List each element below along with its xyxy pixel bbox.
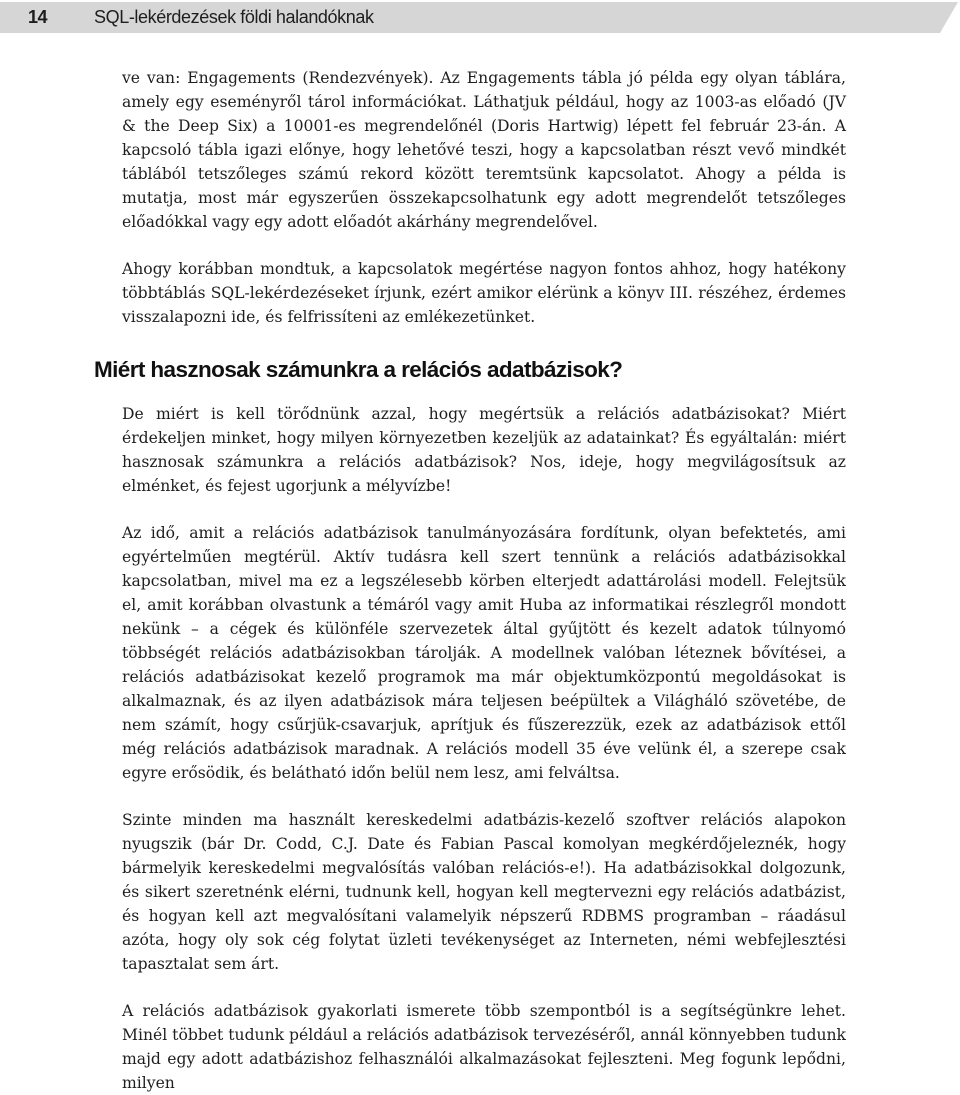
running-title: SQL-lekérdezések földi halandóknak [94,7,374,27]
body-paragraph: Az idő, amit a relációs adatbázisok tanulmányozására fordítunk, olyan befektetés, ami egyértelműen megtérül. Aktív tudásra kell szert tennünk a relációs adatbázisokkal kapcsolatban, mivel ma ez a legszélesebb körben elterjedt adattárolási modell. Felejtsük el, amit korábban olvastunk a témáról vagy amit Huba az informatikai részlegről mondott nekünk – a cégek és különféle szervezetek által gyűjtött és kezelt adatok túlnyomó többségét relációs adatbázisokban tárolják. A modellnek valóban léteznek bővítései, a relációs adatbázisokat kezelő programok ma már objektumközpontú megoldásokat is alkalmaznak, és az ilyen adatbázisok mára teljesen beépültek a Világháló szövetébe, de nem számít, hogy csűrjük-csavarjuk, aprítjuk és fűszerezzük, ezek az adatbázisok ettől még relációs adatbázisok maradnak. A relációs modell 35 éve velünk él, a szerepe csak egyre erősödik, és belátható időn belül nem lesz, ami felváltsa. [122,524,846,782]
running-header [0,0,960,37]
body-paragraph: Ahogy korábban mondtuk, a kapcsolatok megértése nagyon fontos ahhoz, hogy hatékony többtáblás SQL-lekérdezéseket írjunk, ezért amikor elérünk a könyv III. részéhez, érdemes visszalapozni ide, és felfrissíteni az emlékezetünket. [122,260,846,326]
body-paragraph: De miért is kell törődnünk azzal, hogy megértsük a relációs adatbázisokat? Miért érdekeljen minket, hogy milyen környezetben kezeljük az adatainkat? És egyáltalán: miért hasznosak számunkra a relációs adatbázisok? Nos, ideje, hogy megvilágosítsuk az elménket, és fejest ugorjunk a mélyvízbe! [122,405,846,495]
section-heading: Miért hasznosak számunkra a relációs adatbázisok? [94,357,623,382]
page-body [94,66,846,1095]
body-paragraph: A relációs adatbázisok gyakorlati ismerete több szempontból is a segítségünkre lehet. Minél többet tudunk például a relációs adatbázisok tervezéséről, annál könnyebben tudunk majd egy adott adatbázishoz felhasználói alkalmazásokat fejleszteni. Meg fogunk lepődni, milyen [122,1002,846,1092]
body-paragraph: Szinte minden ma használt kereskedelmi adatbázis-kezelő szoftver relációs alapokon nyugszik (bár Dr. Codd, C.J. Date és Fabian Pascal komolyan megkérdőjeleznék, hogy bármelyik kereskedelmi megvalósítás valóban relációs-e!). Ha adatbázisokkal dolgozunk, és sikert szeretnénk elérni, tudnunk kell, hogyan kell megtervezni egy relációs adatbázist, és hogyan kell azt megvalósítani valamelyik népszerű RDBMS programban – ráadásul azóta, hogy oly sok cég folytat üzleti tevékenységet az Interneten, némi webfejlesztési tapasztalat sem árt. [122,811,846,973]
page-number: 14 [28,7,48,27]
body-paragraph: ve van: Engagements (Rendezvények). Az Engagements tábla jó példa egy olyan táblára, amely egy eseményről tárol információkat. Láthatjuk például, hogy az 1003-as előadó (JV & the Deep Six) a 10001-es megrendelőnél (Doris Hartwig) lépett fel február 23-án. A kapcsoló tábla igazi előnye, hogy lehetővé teszi, hogy a kapcsolatban részt vevő mindkét táblából tetszőleges számú rekord között teremtsünk kapcsolatot. Ahogy a példa is mutatja, most már egyszerűen összekapcsolhatunk egy adott megrendelőt tetszőleges előadókkal vagy egy adott előadót akárhány megrendelővel. [122,69,846,231]
